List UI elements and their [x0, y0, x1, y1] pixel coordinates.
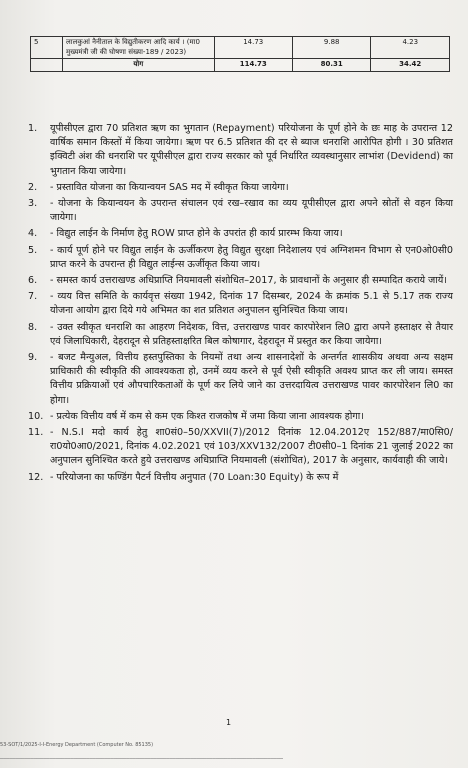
item-number: 7. — [28, 291, 38, 303]
total-row — [31, 59, 450, 72]
blurred-footer-strip: ▁▁▁▁▁▁▁▁▁▁▁▁▁▁▁▁▁▁▁▁▁▁▁▁▁▁▁▁▁▁▁▁▁▁▁▁▁▁▁▁▁▁▁▁▁▁▁▁▁▁▁▁▁▁▁▁▁▁▁▁▁▁▁▁▁▁▁▁▁▁▁▁▁▁▁▁▁▁▁▁▁▁▁▁▁▁▁▁▁▁▁▁ — [0, 754, 284, 759]
serial-cell: 5 — [31, 37, 63, 59]
total-value: 80.31 — [292, 59, 370, 72]
value-cell: 4.23 — [371, 37, 450, 59]
item-text: - योजना के कियान्वयन के उपरान्त संचालन एवं रख–रखाव का व्यय यूपीसीएल द्वारा अपने स्रोतों से वहन किया जायेगा। — [50, 198, 453, 224]
list-item — [28, 244, 453, 272]
item-text: - विद्युत लाईन के निर्माण हेतु ROW प्राप्त होने के उपरांत ही कार्य प्रारम्भ किया जाय। — [50, 228, 343, 240]
item-text: - समस्त कार्य उत्तराखण्ड अधिप्राप्ति नियमावली संशोधित–2017, के प्रावधानों के अनुसार ही सम्पादित कराये जायें। — [50, 275, 447, 287]
total-value: 34.42 — [371, 59, 450, 72]
item-number: 1. — [28, 123, 38, 134]
list-item — [28, 274, 453, 288]
conditions-list — [28, 122, 453, 487]
item-number: 4. — [28, 228, 38, 240]
total-value: 114.73 — [214, 59, 292, 72]
item-number: 6. — [28, 275, 38, 287]
table-row — [31, 37, 450, 59]
item-text: - बजट मैन्युअल, वित्तीय हस्तपुस्तिका के नियमों तथा अन्य शासनादेशों के अन्तर्गत शासकीय अथवा अन्य सक्षम प्राधिकारी की स्वीकृति की आवश्यकता हो, उनमें व्यय करने से पूर्व ऐसी स्वीकृति अवश्य प्राप्त कर ली जाय। समस्त वित्तीय प्रक्रियाओं एवं औपचारिकताओं के पूर्ण कर लिये जाने का उत्तरदायित्व उत्तराखण्ड पावर कारपोरेशन लि0 का होगा। — [50, 352, 453, 406]
list-item — [28, 197, 453, 225]
total-label: योग — [63, 59, 214, 72]
item-number: 11. — [28, 427, 44, 439]
list-item — [28, 321, 453, 349]
description-cell: लालकुआं नैनीताल के विद्युतीकरण आदि कार्य । (मा0 मुख्यमंत्री जी की घोषणा संख्या-189 / 2023) — [63, 37, 214, 59]
list-item — [28, 181, 453, 195]
page-number: 1 — [226, 718, 232, 727]
list-item — [28, 351, 453, 408]
list-item — [28, 290, 453, 318]
item-text: - प्रस्तावित योजना का कियान्वयन SAS मद में स्वीकृत किया जायेगा। — [50, 181, 289, 193]
document-footer: 53-SOT/1/2025-I-I-Energy Department (Computer No. 85135) — [0, 742, 154, 748]
item-text: - N.S.I मदो कार्य हेतु शा0सं0–50/XXVII(7)/2012 दिनांक 12.04.2012ए 152/887/मा0सि0/ रा0यो0आ0/2021, दिनांक 4.02.2021 एवं 103/XXV132/2007 टी0सी0–1 दिनांक 21 जुलाई 2022 का अनुपालन सुनिश्चित करते हुये उत्तराखण्ड अधिप्राप्ति नियमावली (संशोधित), 2017 के अनुसार, कार्यवाही की जाये। — [50, 427, 453, 467]
list-item — [28, 426, 453, 469]
item-text: यूपीसीएल द्वारा 70 प्रतिशत ऋण का भुगतान (Repayment) परियोजना के पूर्ण होने के छः माह के उपरान्त 12 वार्षिक समान किस्तों में किया जायेगा। ऋण पर 6.5 प्रतिशत की दर से ब्याज धनराशि आरोपित होगी । 30 प्रतिशत इक्विटी अंश की धनराशि पर यूपीसीएल द्वारा राज्य सरकार को पूर्व निर्धारित व्यवस्थानुसार लाभांश (Devidend) का भुगतान किया जायेगा। — [50, 123, 453, 177]
item-text: - प्रत्येक वित्तीय वर्ष में कम से कम एक किश्त राजकोष में जमा किया जाना आवश्यक होगा। — [50, 410, 364, 422]
list-item — [28, 410, 453, 424]
item-number: 2. — [28, 181, 38, 193]
item-number: 8. — [28, 321, 38, 333]
value-cell: 9.88 — [292, 37, 370, 59]
item-number: 9. — [28, 352, 38, 364]
list-item — [28, 122, 453, 179]
item-number: 12. — [28, 471, 44, 483]
empty-cell — [31, 59, 63, 72]
item-number: 3. — [28, 198, 38, 210]
item-text: - कार्य पूर्ण होने पर विद्युत लाईन के ऊर्जीकरण हेतु विद्युत सुरक्षा निदेशालय एवं अग्निशमन विभाग से एन0ओ0सी0 प्राप्त करने के उपरान्त ही विद्युत लाईन्स ऊर्जीकृत किया जाय। — [50, 244, 453, 270]
item-number: 5. — [28, 244, 38, 256]
item-text: - व्यय वित्त समिति के कार्यवृत्त संख्या 1942, दिनांक 17 दिसम्बर, 2024 के क्रमांक 5.1 से 5.17 तक राज्य योजना आयोग द्वारा दिये गये अभिमत का शत प्रतिशत अनुपालन सुनिश्चित किया जाय। — [50, 291, 453, 317]
scheme-table — [30, 36, 450, 72]
list-item — [28, 471, 453, 485]
value-cell: 14.73 — [214, 37, 292, 59]
item-number: 10. — [28, 410, 44, 422]
list-item — [28, 227, 453, 241]
item-text: - परियोजना का फण्डिंग पैटर्न वित्तीय अनुपात (70 Loan:30 Equity) के रूप में — [50, 471, 339, 483]
item-text: - उक्त स्वीकृत धनराशि का आहरण निदेशक, वित्त, उत्तराखण्ड पावर कारपोरेशन लि0 द्वारा अपने हस्ताक्षर से तैयार एवं जिलाधिकारी, देहरादून से प्रतिहस्ताक्षरित बिल कोषागार, देहरादून में प्रस्तुत कर किया जायेगा। — [50, 321, 453, 347]
